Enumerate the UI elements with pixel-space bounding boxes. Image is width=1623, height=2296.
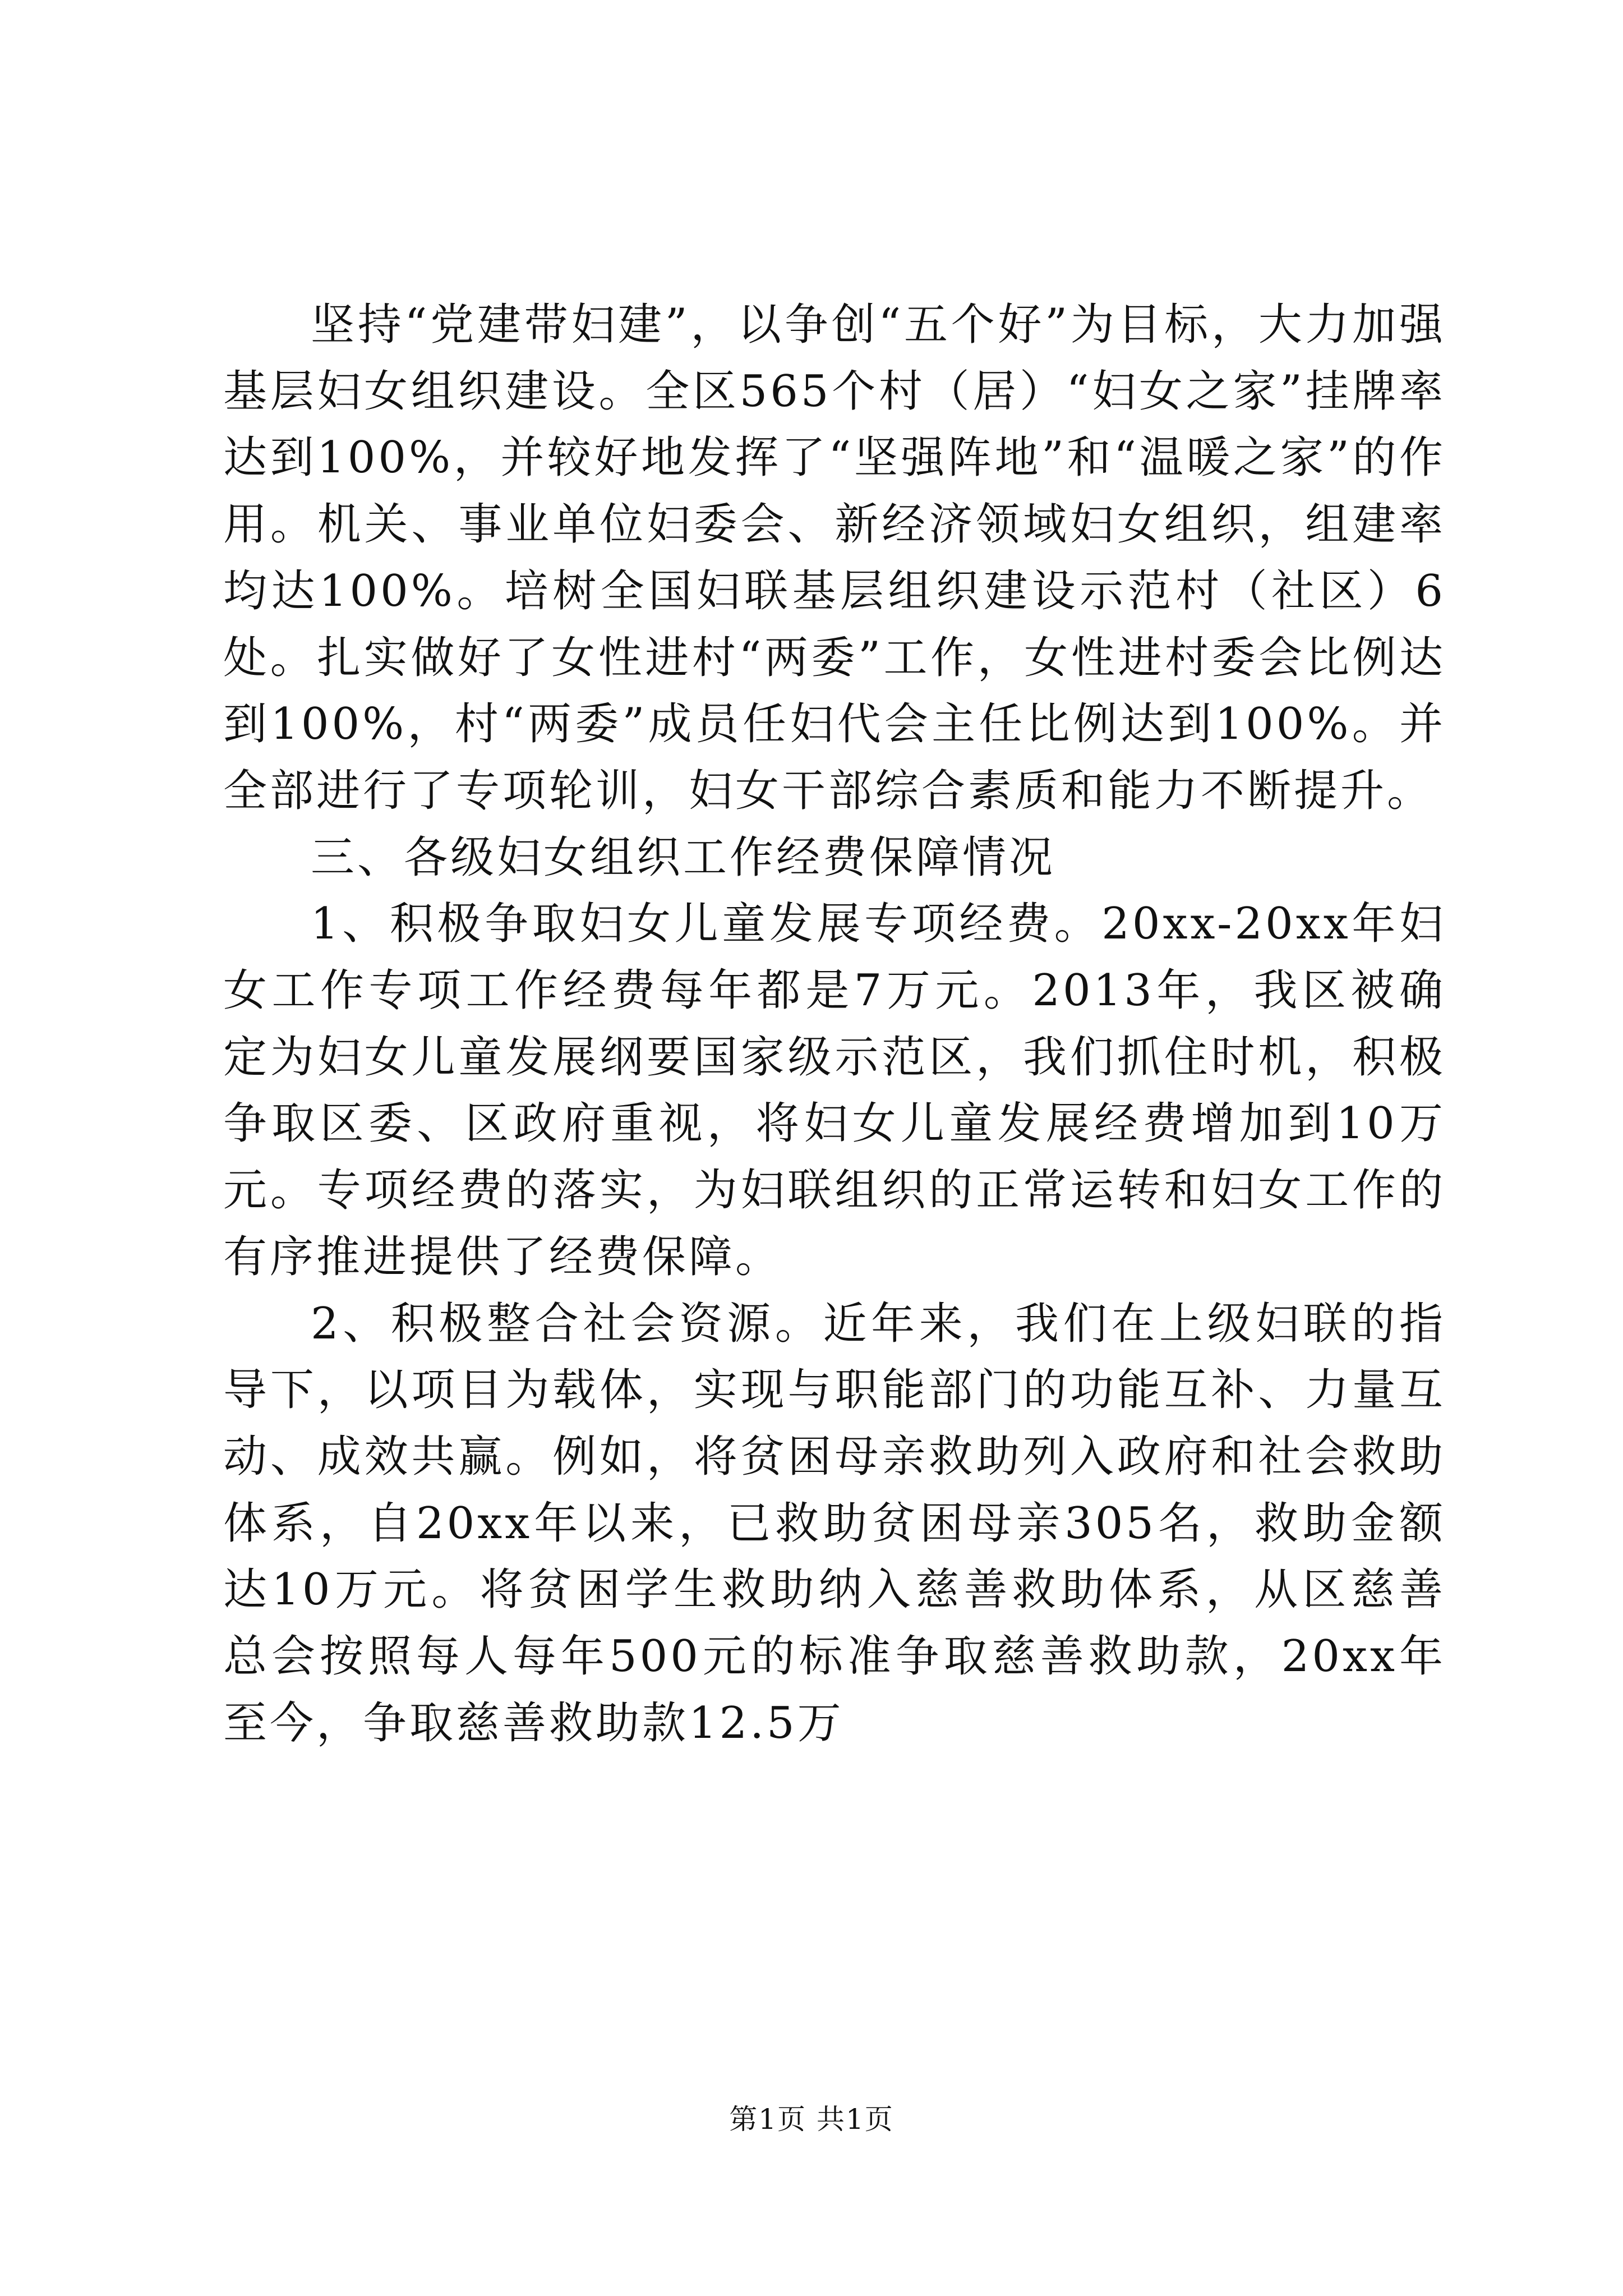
page-footer: 第1页 共1页 [729, 2103, 894, 2136]
paragraph-social-resources: 2、积极整合社会资源。近年来，我们在上级妇联的指导下，以项目为载体，实现与职能部门的功能互补、力量互动、成效共赢。例如，将贫困母亲救助列入政府和社会救助体系，自20xx年以来，已救助贫困母亲305名，救助金额达10万元。将贫困学生救助纳入慈善救助体系，从区慈善总会按照每人每年500元的标准争取慈善救助款，20xx年至今，争取慈善救助款12.5万 [223, 1298, 1446, 1749]
paragraph-special-funds: 1、积极争取妇女儿童发展专项经费。20xx-20xx年妇女工作专项工作经费每年都是7万元。2013年，我区被确定为妇女儿童发展纲要国家级示范区，我们抓住时机，积极争取区委、区政府重视，将妇女儿童发展经费增加到10万元。专项经费的落实，为妇联组织的正常运转和妇女工作的有序推进提供了经费保障。 [223, 899, 1446, 1282]
document-body [223, 292, 1446, 1756]
paragraph-grassroots-organization: 坚持“党建带妇建”，以争创“五个好”为目标，大力加强基层妇女组织建设。全区565个村（居）“妇女之家”挂牌率达到100%，并较好地发挥了“坚强阵地”和“温暖之家”的作用。机关、事业单位妇委会、新经济领域妇女组织，组建率均达100%。培树全国妇联基层组织建设示范村（社区）6处。扎实做好了女性进村“两委”工作，女性进村委会比例达到100%，村“两委”成员任妇代会主任比例达到100%。并全部进行了专项轮训，妇女干部综合素质和能力不断提升。 [223, 300, 1446, 816]
section-heading-funding: 三、各级妇女组织工作经费保障情况 [311, 832, 1056, 883]
